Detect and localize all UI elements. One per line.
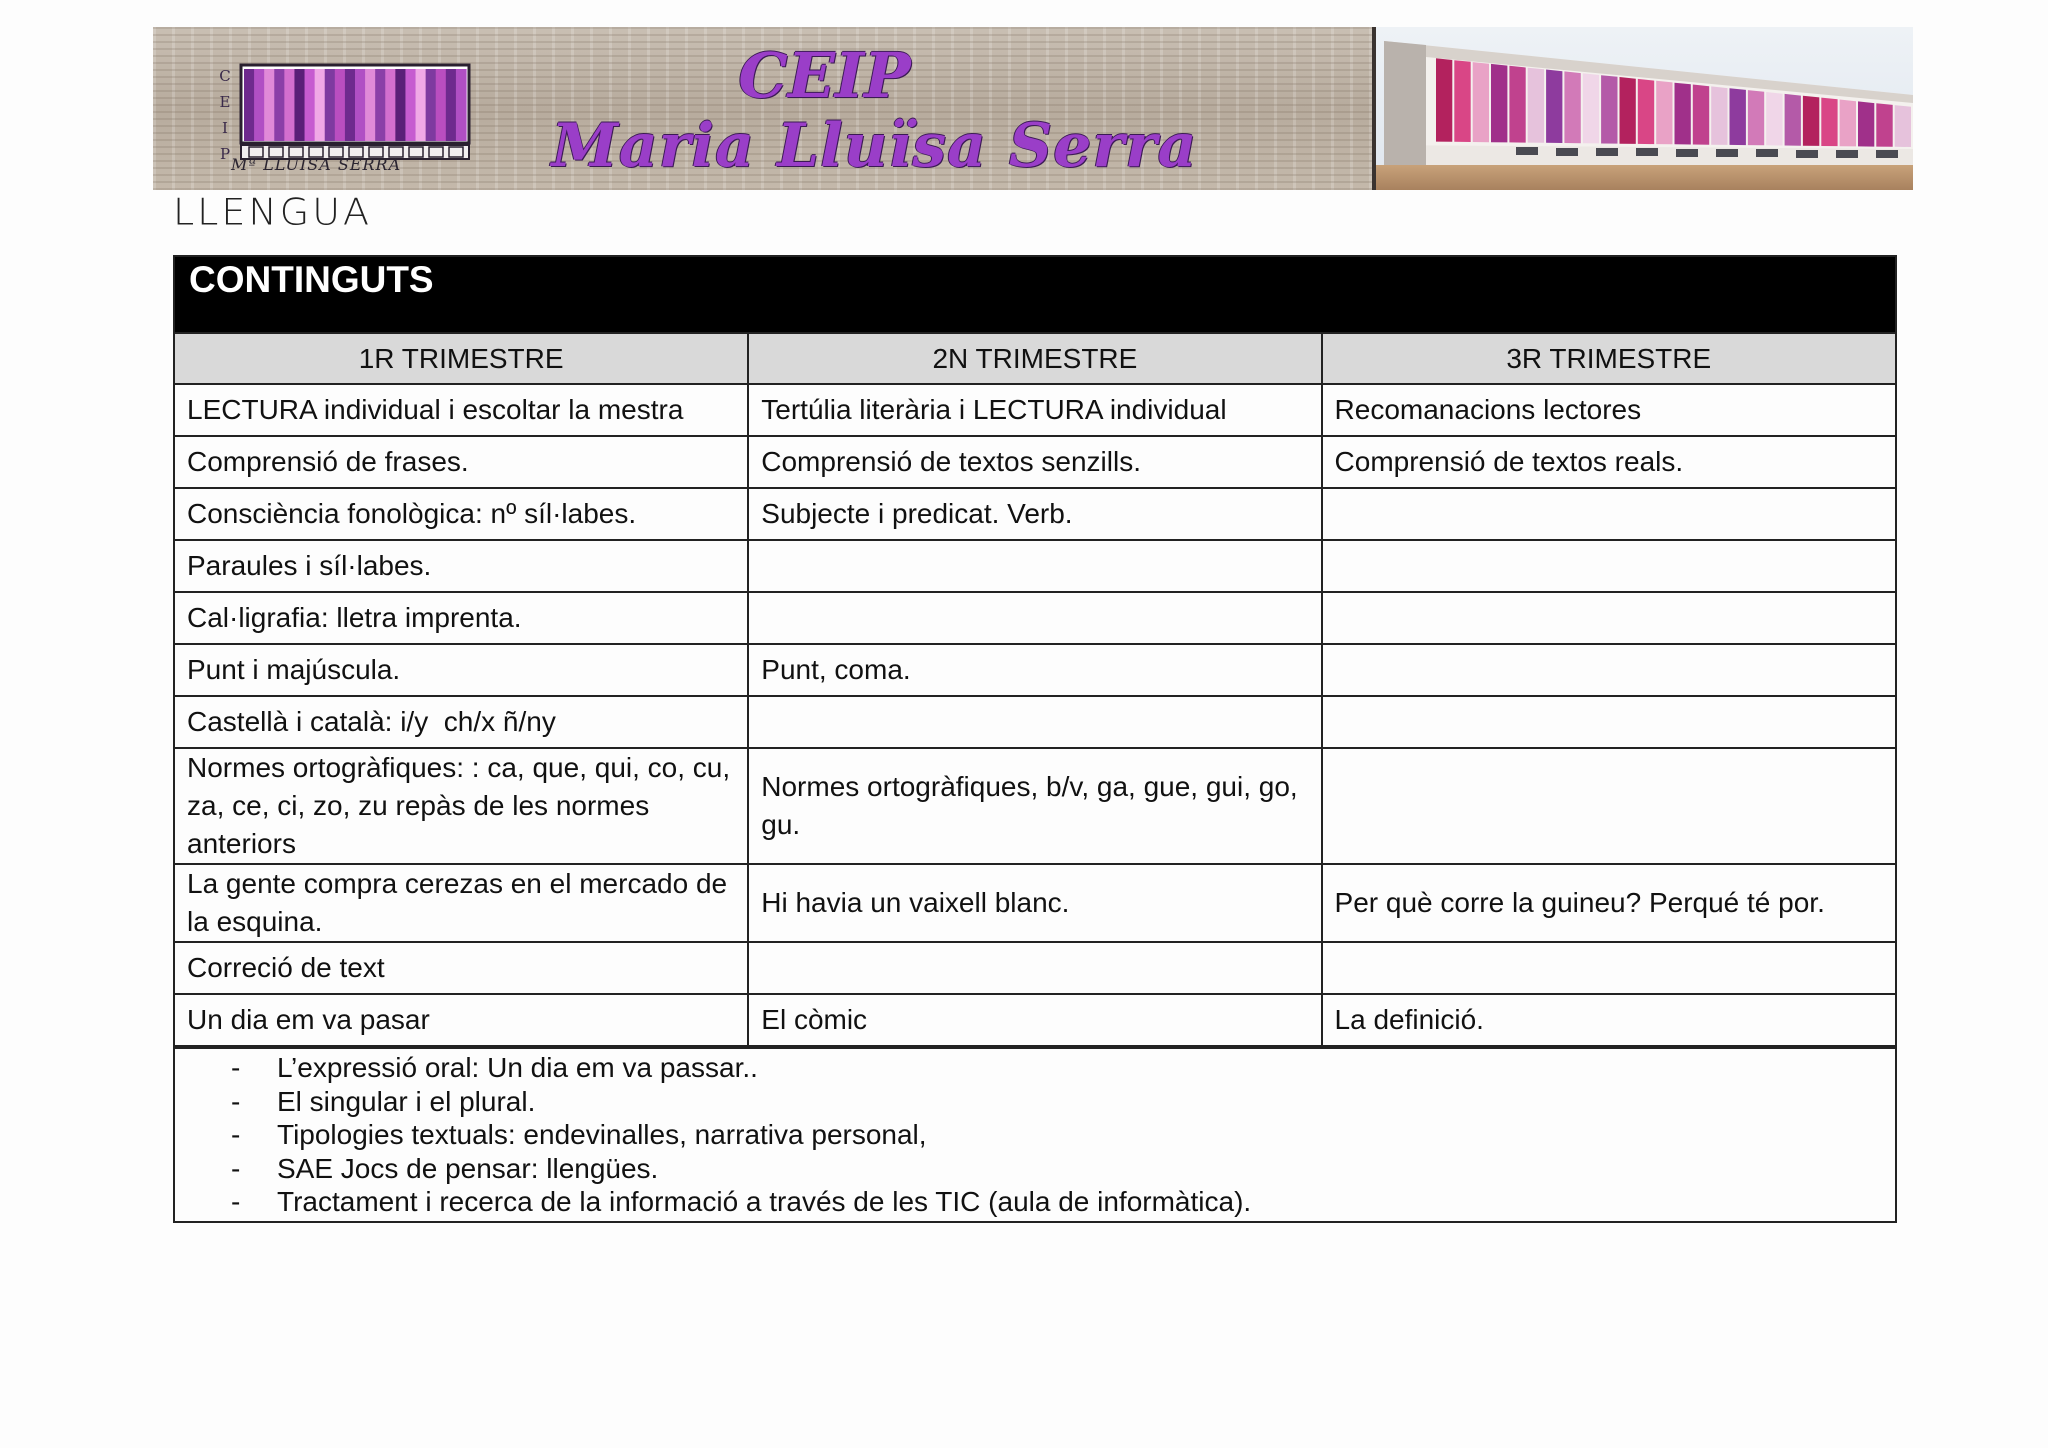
building-facade-stripe: [1564, 71, 1580, 143]
table-row: [175, 864, 1895, 942]
table-cell: [1322, 540, 1895, 592]
building-facade-stripe: [1693, 85, 1709, 145]
building-facade-stripe: [1656, 81, 1672, 145]
table-cell: Recomanacions lectores: [1322, 384, 1895, 436]
banner-stone-panel: [153, 27, 1376, 190]
building-facade-stripe: [1711, 86, 1727, 144]
table-cell: Un dia em va pasar: [175, 994, 748, 1046]
logo-letter: P: [219, 145, 231, 163]
building-facade-stripe: [1785, 94, 1801, 146]
building-facade-stripe: [1803, 96, 1819, 146]
table-cell: [748, 592, 1321, 644]
building-facade-stripe: [1473, 62, 1489, 142]
building-facade-stripe: [1509, 66, 1525, 143]
table-cell: [1322, 488, 1895, 540]
trimester-grid: [175, 334, 1895, 1047]
list-item: - SAE Jocs de pensar: llengües.: [175, 1152, 1895, 1186]
building-facade-stripe: [1876, 103, 1892, 147]
table-cell: [1322, 592, 1895, 644]
school-name-line2: Maria Lluïsa Serra: [551, 111, 1198, 181]
table-row: [175, 436, 1895, 488]
header-row: [175, 334, 1895, 384]
table-cell: Correció de text: [175, 942, 748, 994]
table-row: [175, 384, 1895, 436]
list-item: - Tractament i recerca de la informació a través de les TIC (aula de informàtica).: [175, 1185, 1895, 1219]
contents-table: [173, 255, 1897, 1223]
table-row: [175, 644, 1895, 696]
school-building-photo: [1376, 27, 1913, 190]
table-row: [175, 748, 1895, 864]
table-cell: Normes ortogràfiques, b/v, ga, gue, gui, go, gu.: [748, 748, 1321, 864]
table-row: [175, 540, 1895, 592]
building-image: [1376, 27, 1913, 190]
table-cell: [748, 942, 1321, 994]
table-cell: Tertúlia literària i LECTURA individual: [748, 384, 1321, 436]
table-cell: Castellà i català: i/y ch/x ñ/ny: [175, 696, 748, 748]
table-cell: Consciència fonològica: nº síl·labes.: [175, 488, 748, 540]
building-facade-stripe: [1748, 90, 1764, 145]
building-facade-stripe: [1546, 70, 1562, 144]
table-row: [175, 696, 1895, 748]
table-row: [175, 488, 1895, 540]
building-facade-stripe: [1821, 98, 1837, 147]
table-cell: [1322, 748, 1895, 864]
building-facade-stripe: [1491, 64, 1507, 142]
table-cell: Comprensió de frases.: [175, 436, 748, 488]
building-facade-stripe: [1840, 100, 1856, 147]
notes-list: [175, 1047, 1895, 1221]
building-facade-stripe: [1436, 58, 1452, 142]
building-facade-stripe: [1638, 79, 1654, 144]
building-facade-stripe: [1620, 77, 1636, 144]
table-cell: Comprensió de textos senzills.: [748, 436, 1321, 488]
table-cell: La definició.: [1322, 994, 1895, 1046]
column-header-1r: 1R TRIMESTRE: [175, 334, 748, 384]
list-item: - Tipologies textuals: endevinalles, narrativa personal,: [175, 1118, 1895, 1152]
table-cell: [1322, 644, 1895, 696]
table-cell: La gente compra cerezas en el mercado de la esquina.: [175, 864, 748, 942]
table-cell: Per què corre la guineu? Perqué té por.: [1322, 864, 1895, 942]
logo-letter: I: [222, 119, 228, 137]
school-banner: [153, 27, 1913, 190]
table-title: CONTINGUTS: [175, 257, 1895, 334]
table-cell: LECTURA individual i escoltar la mestra: [175, 384, 748, 436]
table-cell: Punt, coma.: [748, 644, 1321, 696]
table-row: [175, 592, 1895, 644]
building-facade-stripe: [1454, 60, 1470, 142]
table-cell: El còmic: [748, 994, 1321, 1046]
table-cell: Subjecte i predicat. Verb.: [748, 488, 1321, 540]
column-header-2n: 2N TRIMESTRE: [748, 334, 1321, 384]
table-cell: Normes ortogràfiques: : ca, que, qui, co, cu, za, ce, ci, zo, zu repàs de les normes anteriors: [175, 748, 748, 864]
table-row: [175, 942, 1895, 994]
list-item: - L’expressió oral: Un dia em va passar..: [175, 1051, 1895, 1085]
table-cell: Hi havia un vaixell blanc.: [748, 864, 1321, 942]
building-facade-stripe: [1858, 101, 1874, 146]
building-facade-stripe: [1895, 105, 1911, 147]
table-cell: [748, 696, 1321, 748]
building-facade-stripe: [1766, 92, 1782, 146]
building-facade-stripe: [1730, 88, 1746, 145]
building-facade-stripe: [1583, 73, 1599, 143]
subject-heading: LLENGUA: [173, 191, 373, 233]
table-row: [175, 994, 1895, 1046]
building-facade-stripe: [1528, 68, 1544, 143]
table-cell: Paraules i síl·labes.: [175, 540, 748, 592]
table-cell: [1322, 942, 1895, 994]
table-cell: [1322, 696, 1895, 748]
table-cell: [748, 540, 1321, 592]
table-cell: Punt i majúscula.: [175, 644, 748, 696]
logo-letter: C: [219, 67, 231, 85]
table-cell: Comprensió de textos reals.: [1322, 436, 1895, 488]
table-cell: Cal·ligrafia: lletra imprenta.: [175, 592, 748, 644]
school-name-line1: CEIP: [738, 39, 911, 112]
logo-caption: Mª LLUISA SERRA: [231, 155, 402, 174]
logo-letter: E: [219, 93, 231, 111]
building-facade-stripe: [1675, 83, 1691, 145]
column-header-3r: 3R TRIMESTRE: [1322, 334, 1895, 384]
list-item: - El singular i el plural.: [175, 1085, 1895, 1119]
building-facade-stripe: [1601, 75, 1617, 143]
